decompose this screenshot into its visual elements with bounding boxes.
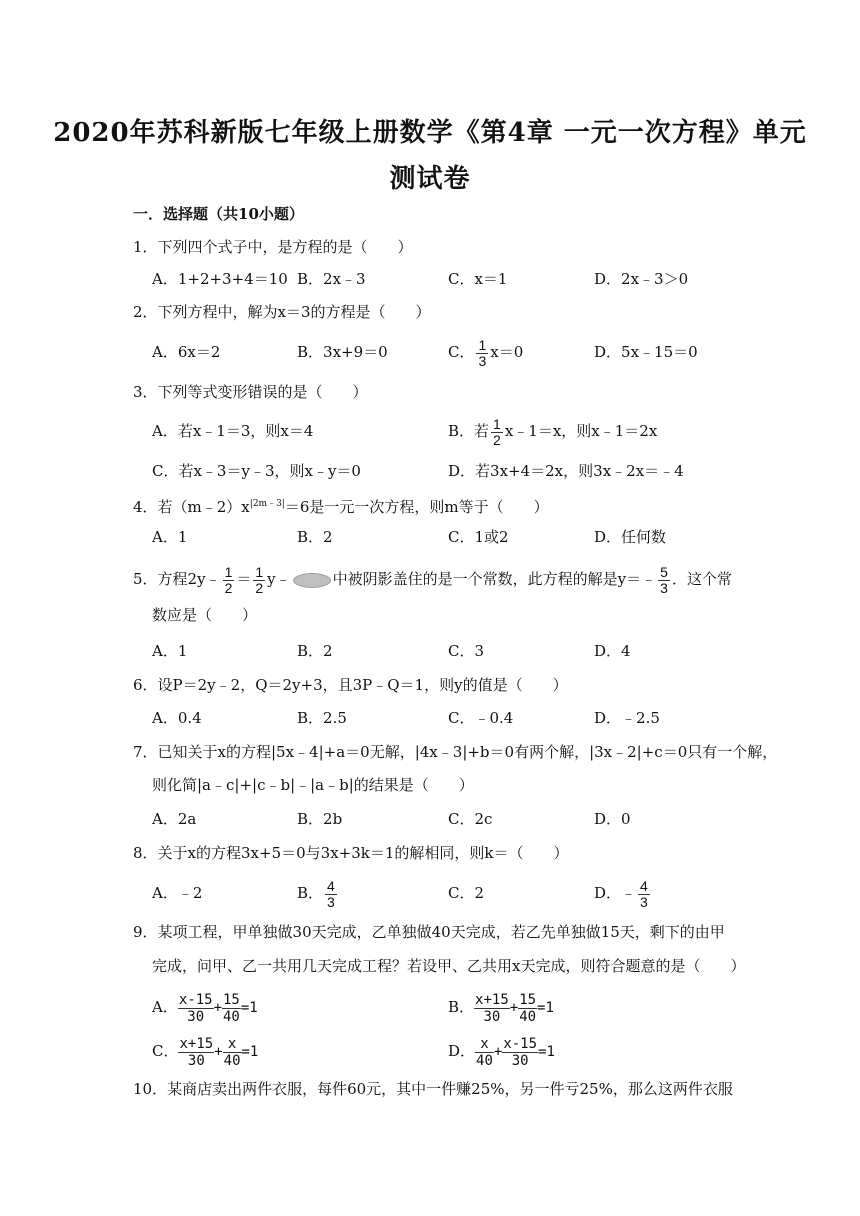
q3-option-a: A．若x﹣1＝3，则x＝4 xyxy=(152,422,314,440)
q1-option-c: C．x＝1 xyxy=(448,270,508,288)
q5-stem-start: 5．方程2y﹣ xyxy=(133,570,221,588)
q5-stem-middle: 中被阴影盖住的是一个常数，此方程的解是y＝﹣ xyxy=(332,570,657,588)
question-10-stem: 10．某商店卖出两件衣服，每件60元，其中一件赚25%，另一件亏25%，那么这两件衣服 xyxy=(133,1080,733,1098)
q5-option-a: A．1 xyxy=(152,642,188,660)
q8-b-denominator: 3 xyxy=(327,893,335,910)
q8-d-label: D．﹣ xyxy=(594,884,637,902)
q7-option-a: A．2a xyxy=(152,810,197,828)
q4-option-c: C．1或2 xyxy=(448,528,509,546)
q2-option-d: D．5x﹣15＝0 xyxy=(594,343,698,361)
q5-f2-denominator: 2 xyxy=(255,579,264,596)
q7-option-b: B．2b xyxy=(297,810,343,828)
q9-d-label: D． xyxy=(448,1042,476,1060)
q2-c-rest: x＝0 xyxy=(490,343,524,361)
q9-d-fraction-2 xyxy=(502,1036,538,1069)
q9-b-plus: + xyxy=(509,1000,519,1016)
q9-option-b xyxy=(448,988,554,1027)
q3-b-fraction xyxy=(491,417,503,448)
q4-stem-end: ＝6是一元一次方程，则m等于（ ） xyxy=(284,498,549,516)
q3-option-b xyxy=(448,412,657,450)
q4-option-b: B．2 xyxy=(297,528,333,546)
question-2-stem: 2．下列方程中，解为x＝3的方程是（ ） xyxy=(133,303,431,321)
q9-a-fraction-2 xyxy=(222,992,241,1025)
q9-b-fraction-2 xyxy=(518,992,537,1025)
q9-b-d2: 40 xyxy=(519,1008,537,1025)
exam-title-line1: 2020年苏科新版七年级上册数学《第4章 一元一次方程》单元 xyxy=(53,118,807,148)
q2-c-label: C． xyxy=(448,343,475,361)
q9-b-n2: 15 xyxy=(519,991,537,1008)
q5-equals: ＝ xyxy=(236,570,252,588)
q9-a-d2: 40 xyxy=(223,1008,240,1025)
q9-a-plus: + xyxy=(213,1000,222,1016)
q9-a-tail: =1 xyxy=(240,1000,258,1016)
q9-d-tail: =1 xyxy=(538,1044,555,1060)
q4-option-a: A．1 xyxy=(152,528,188,546)
q2-option-a: A．6x＝2 xyxy=(152,343,221,361)
q5-fraction-1 xyxy=(223,565,235,596)
q5-option-b: B．2 xyxy=(297,642,333,660)
q9-a-fraction-1 xyxy=(178,992,214,1025)
question-5-stem xyxy=(133,560,732,598)
q9-d-plus: + xyxy=(493,1044,503,1060)
exam-title-line2: 测试卷 xyxy=(389,164,471,194)
q9-d-d1: 40 xyxy=(476,1052,493,1069)
q9-c-n1: x+15 xyxy=(179,1035,214,1052)
q5-fraction-3 xyxy=(658,565,670,596)
q9-option-a xyxy=(152,988,258,1027)
q9-a-n2: 15 xyxy=(223,991,240,1008)
q9-b-fraction-1 xyxy=(474,992,510,1025)
question-1-stem: 1．下列四个式子中，是方程的是（ ） xyxy=(133,238,413,256)
q6-option-b: B．2.5 xyxy=(297,709,347,727)
q5-option-d: D．4 xyxy=(594,642,631,660)
q9-d-fraction-1 xyxy=(475,1036,494,1069)
question-7-stem: 7．已知关于x的方程|5x﹣4|+a＝0无解，|4x﹣3|+b＝0有两个解，|3x﹣2|+c＝0只有一个解， xyxy=(133,743,778,761)
question-4-stem xyxy=(133,493,549,518)
question-9-stem: 9．某项工程，甲单独做30天完成，乙单独做40天完成，若乙先单独做15天，剩下的由甲 xyxy=(133,923,725,941)
q2-c-denominator: 3 xyxy=(478,352,487,369)
q9-c-plus: + xyxy=(214,1044,223,1060)
q9-a-d1: 30 xyxy=(187,1008,205,1025)
q9-b-label: B． xyxy=(448,998,475,1016)
q4-stem-start: 4．若（m﹣2）x xyxy=(133,498,250,516)
q2-option-c xyxy=(448,333,523,371)
q8-d-fraction xyxy=(638,879,650,910)
question-9-continued: 完成，问甲、乙一共用几天完成工程？若设甲、乙共用x天完成，则符合题意的是（ ） xyxy=(152,957,746,975)
q8-b-numerator: 4 xyxy=(327,877,335,894)
question-8-stem: 8．关于x的方程3x+5＝0与3x+3k＝1的解相同，则k＝（ ） xyxy=(133,844,569,862)
shaded-constant-blot xyxy=(293,573,331,588)
q6-option-a: A．0.4 xyxy=(152,709,202,727)
q5-mid: y﹣ xyxy=(267,570,291,588)
q7-option-d: D．0 xyxy=(594,810,631,828)
q5-f3-denominator: 3 xyxy=(660,579,668,596)
q5-fraction-2 xyxy=(253,565,265,596)
q9-c-d2: 40 xyxy=(223,1052,241,1069)
q9-c-d1: 30 xyxy=(187,1052,205,1069)
question-6-stem: 6．设P＝2y﹣2，Q＝2y+3，且3P﹣Q＝1，则y的值是（ ） xyxy=(133,676,568,694)
q9-b-tail: =1 xyxy=(537,1000,554,1016)
q9-c-n2: x xyxy=(223,1036,242,1053)
question-5-continued: 数应是（ ） xyxy=(152,606,258,624)
q3-b-rest: x﹣1＝x，则x﹣1＝2x xyxy=(504,422,658,440)
section-heading: 一．选择题（共10小题） xyxy=(133,205,304,223)
q8-option-c: C．2 xyxy=(448,884,485,902)
question-7-continued: 则化简|a﹣c|+|c﹣b|﹣|a﹣b|的结果是（ ） xyxy=(152,776,474,794)
q9-b-n1: x+15 xyxy=(475,991,509,1008)
q9-c-fraction-2 xyxy=(223,1036,242,1069)
q5-option-c: C．3 xyxy=(448,642,485,660)
q3-b-denominator: 2 xyxy=(493,431,501,448)
q9-option-d xyxy=(448,1032,555,1071)
q7-option-c: C．2c xyxy=(448,810,493,828)
q9-c-label: C． xyxy=(152,1042,179,1060)
q1-option-a: A．1+2+3+4＝10 xyxy=(152,270,288,288)
q5-stem-tail: ．这个常 xyxy=(671,570,732,588)
q9-c-tail: =1 xyxy=(241,1044,259,1060)
q8-d-numerator: 4 xyxy=(640,877,648,894)
q4-exponent: |2m﹣3| xyxy=(249,499,285,509)
q8-b-label: B． xyxy=(297,884,324,902)
q9-c-fraction-1 xyxy=(178,1036,214,1069)
q8-d-denominator: 3 xyxy=(640,893,648,910)
q9-d-n1: x xyxy=(475,1036,494,1053)
q2-c-numerator: 1 xyxy=(478,336,487,353)
question-3-stem: 3．下列等式变形错误的是（ ） xyxy=(133,383,368,401)
q5-f2-numerator: 1 xyxy=(255,563,264,580)
q2-c-fraction xyxy=(476,338,488,369)
q1-option-b: B．2x﹣3 xyxy=(297,270,366,288)
q5-f3-numerator: 5 xyxy=(660,563,668,580)
q5-f1-numerator: 1 xyxy=(224,563,233,580)
q2-option-b: B．3x+9＝0 xyxy=(297,343,388,361)
q3-option-d: D．若3x+4＝2x，则3x﹣2x＝﹣4 xyxy=(448,462,684,480)
q1-option-d: D．2x﹣3＞0 xyxy=(594,270,689,288)
q5-f1-denominator: 2 xyxy=(224,579,233,596)
q6-option-c: C．﹣0.4 xyxy=(448,709,514,727)
q3-b-label: B．若 xyxy=(448,422,490,440)
q9-d-d2: 30 xyxy=(511,1052,529,1069)
q9-a-label: A． xyxy=(152,998,178,1016)
q8-option-b xyxy=(297,874,339,912)
q3-b-numerator: 1 xyxy=(493,415,501,432)
q8-option-d xyxy=(594,874,652,912)
q4-option-d: D．任何数 xyxy=(594,528,667,546)
q6-option-d: D．﹣2.5 xyxy=(594,709,660,727)
q8-option-a: A．﹣2 xyxy=(152,884,203,902)
q8-b-fraction xyxy=(325,879,337,910)
q9-d-n2: x-15 xyxy=(503,1035,538,1052)
q3-option-c: C．若x﹣3＝y﹣3，则x﹣y＝0 xyxy=(152,462,361,480)
q9-option-c xyxy=(152,1032,258,1071)
q9-a-n1: x-15 xyxy=(178,991,213,1008)
q9-b-d1: 30 xyxy=(483,1008,501,1025)
